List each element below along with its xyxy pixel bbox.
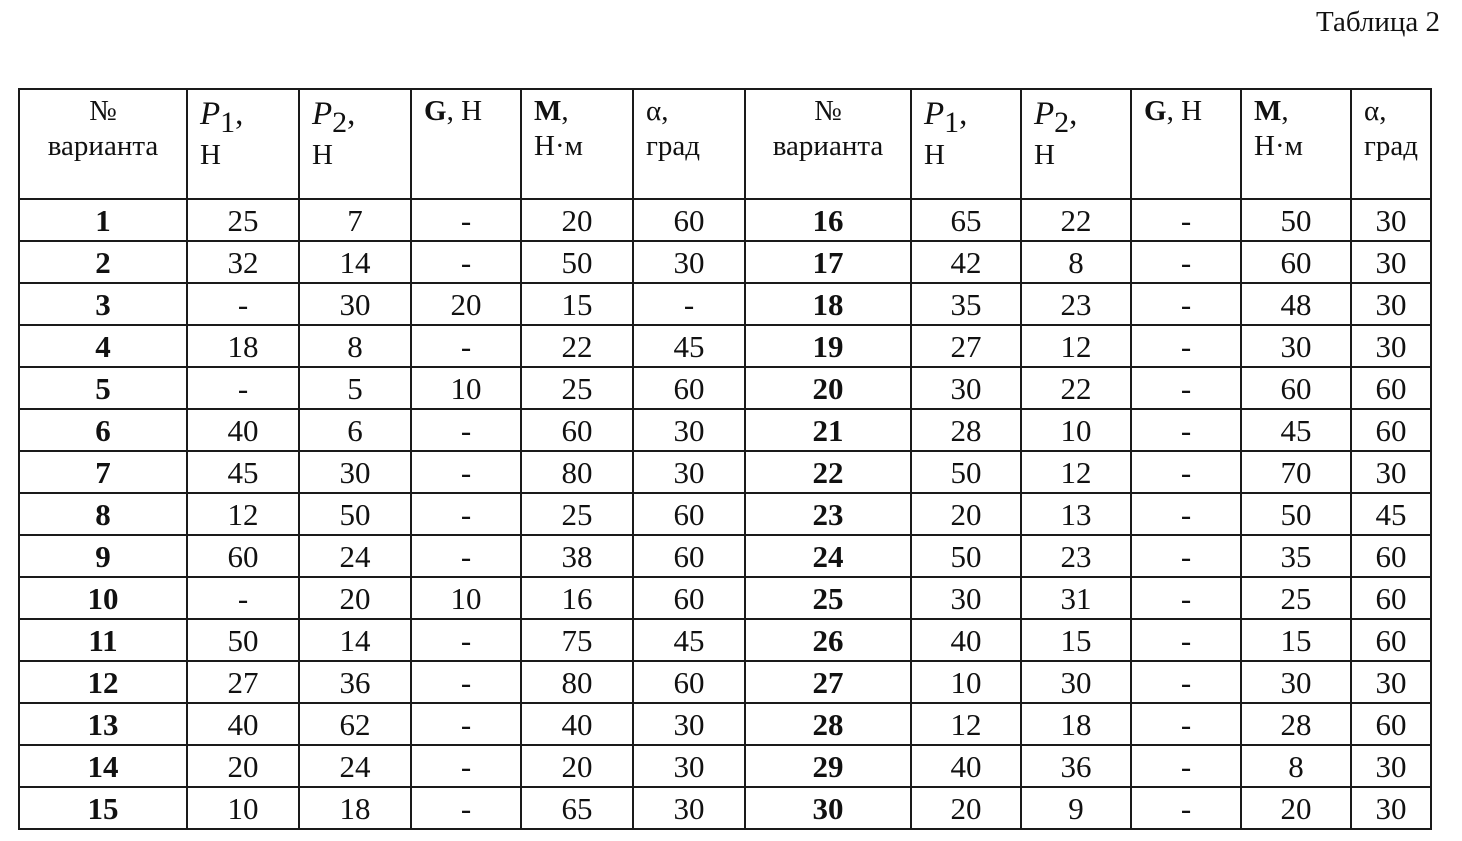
g-symbol: G — [424, 95, 447, 127]
right-g-value-cell: - — [1131, 283, 1241, 325]
left-p2-value-cell: 24 — [299, 745, 411, 787]
alpha-symbol: α, — [1364, 95, 1387, 127]
right-p2-value-cell: 23 — [1021, 283, 1131, 325]
right-g-value-cell: - — [1131, 493, 1241, 535]
left-m-value-cell: 22 — [521, 325, 633, 367]
table-caption: Таблица 2 — [1315, 6, 1440, 38]
table-row — [19, 325, 1431, 367]
left-p1-value-cell: 45 — [187, 451, 299, 493]
left-p2-value-cell: 6 — [299, 409, 411, 451]
m-symbol: M — [1254, 95, 1282, 127]
g-unit: , Н — [1166, 95, 1203, 127]
left-m-value-cell: 25 — [521, 367, 633, 409]
left-p2-value-cell: 30 — [299, 283, 411, 325]
table-row — [19, 367, 1431, 409]
left-p2-value-cell: 14 — [299, 241, 411, 283]
left-g-value-cell: 10 — [411, 367, 521, 409]
right-g-value-cell: - — [1131, 703, 1241, 745]
left-p1-value-cell: 40 — [187, 409, 299, 451]
left-g-value-cell: - — [411, 787, 521, 829]
right-variant-number-cell: 30 — [745, 787, 911, 829]
right-p1-value-cell: 27 — [911, 325, 1021, 367]
header-p1 — [911, 89, 1021, 199]
right-p2-value-cell: 22 — [1021, 367, 1131, 409]
p1-unit: Н — [200, 139, 221, 171]
m-symbol: M — [534, 95, 562, 127]
left-p1-value-cell: - — [187, 283, 299, 325]
left-variant-number-cell: 6 — [19, 409, 187, 451]
right-g-value-cell: - — [1131, 451, 1241, 493]
left-g-value-cell: - — [411, 745, 521, 787]
table-row — [19, 493, 1431, 535]
right-alpha-value-cell: 60 — [1351, 577, 1431, 619]
table-row — [19, 451, 1431, 493]
right-alpha-value-cell: 30 — [1351, 241, 1431, 283]
right-variant-number-cell: 16 — [745, 199, 911, 241]
right-p2-value-cell: 31 — [1021, 577, 1131, 619]
left-m-value-cell: 50 — [521, 241, 633, 283]
right-p1-value-cell: 10 — [911, 661, 1021, 703]
number-sign: № — [814, 95, 842, 127]
left-p1-value-cell: 32 — [187, 241, 299, 283]
table-row — [19, 661, 1431, 703]
right-p1-value-cell: 30 — [911, 367, 1021, 409]
table-row — [19, 787, 1431, 829]
right-m-value-cell: 50 — [1241, 199, 1351, 241]
left-alpha-value-cell: 60 — [633, 535, 745, 577]
left-p1-value-cell: 27 — [187, 661, 299, 703]
right-p2-value-cell: 9 — [1021, 787, 1131, 829]
right-m-value-cell: 70 — [1241, 451, 1351, 493]
right-p2-value-cell: 18 — [1021, 703, 1131, 745]
left-g-value-cell: - — [411, 409, 521, 451]
left-g-value-cell: 10 — [411, 577, 521, 619]
left-m-value-cell: 25 — [521, 493, 633, 535]
right-p1-value-cell: 42 — [911, 241, 1021, 283]
m-comma: , — [561, 95, 569, 127]
left-p2-value-cell: 20 — [299, 577, 411, 619]
header-p1 — [187, 89, 299, 199]
m-unit: Н·м — [1254, 130, 1303, 163]
left-p2-value-cell: 30 — [299, 451, 411, 493]
left-p2-value-cell: 5 — [299, 367, 411, 409]
header-g — [411, 89, 521, 199]
right-g-value-cell: - — [1131, 367, 1241, 409]
variant-word: варианта — [772, 130, 884, 163]
right-variant-number-cell: 18 — [745, 283, 911, 325]
right-alpha-value-cell: 30 — [1351, 451, 1431, 493]
p1-index: 1 — [944, 106, 960, 139]
left-m-value-cell: 38 — [521, 535, 633, 577]
right-g-value-cell: - — [1131, 661, 1241, 703]
right-p2-value-cell: 8 — [1021, 241, 1131, 283]
right-p2-value-cell: 12 — [1021, 451, 1131, 493]
right-variant-number-cell: 24 — [745, 535, 911, 577]
left-alpha-value-cell: 45 — [633, 325, 745, 367]
alpha-symbol: α, — [646, 95, 669, 127]
left-g-value-cell: - — [411, 325, 521, 367]
left-p2-value-cell: 36 — [299, 661, 411, 703]
table-row — [19, 535, 1431, 577]
variant-word: варианта — [47, 130, 159, 163]
left-p2-value-cell: 7 — [299, 199, 411, 241]
right-m-value-cell: 28 — [1241, 703, 1351, 745]
g-symbol: G — [1144, 95, 1167, 127]
right-m-value-cell: 50 — [1241, 493, 1351, 535]
table-row — [19, 409, 1431, 451]
right-p2-value-cell: 36 — [1021, 745, 1131, 787]
header-m — [521, 89, 633, 199]
left-m-value-cell: 80 — [521, 661, 633, 703]
right-variant-number-cell: 25 — [745, 577, 911, 619]
right-g-value-cell: - — [1131, 535, 1241, 577]
left-p1-value-cell: 20 — [187, 745, 299, 787]
left-g-value-cell: - — [411, 661, 521, 703]
left-m-value-cell: 75 — [521, 619, 633, 661]
left-variant-number-cell: 4 — [19, 325, 187, 367]
left-g-value-cell: - — [411, 493, 521, 535]
right-alpha-value-cell: 30 — [1351, 325, 1431, 367]
left-m-value-cell: 15 — [521, 283, 633, 325]
right-p1-value-cell: 20 — [911, 787, 1021, 829]
header-alpha — [1351, 89, 1431, 199]
left-alpha-value-cell: 30 — [633, 745, 745, 787]
p1-unit: Н — [924, 139, 945, 171]
right-variant-number-cell: 19 — [745, 325, 911, 367]
right-m-value-cell: 25 — [1241, 577, 1351, 619]
right-p1-value-cell: 65 — [911, 199, 1021, 241]
right-alpha-value-cell: 30 — [1351, 745, 1431, 787]
right-m-value-cell: 30 — [1241, 325, 1351, 367]
table-row — [19, 241, 1431, 283]
left-p2-value-cell: 50 — [299, 493, 411, 535]
right-m-value-cell: 60 — [1241, 367, 1351, 409]
right-alpha-value-cell: 60 — [1351, 409, 1431, 451]
right-variant-number-cell: 23 — [745, 493, 911, 535]
right-variant-number-cell: 26 — [745, 619, 911, 661]
left-variant-number-cell: 9 — [19, 535, 187, 577]
right-m-value-cell: 8 — [1241, 745, 1351, 787]
left-alpha-value-cell: 60 — [633, 577, 745, 619]
right-p2-value-cell: 30 — [1021, 661, 1131, 703]
right-variant-number-cell: 28 — [745, 703, 911, 745]
right-alpha-value-cell: 30 — [1351, 787, 1431, 829]
table-row — [19, 577, 1431, 619]
left-m-value-cell: 20 — [521, 745, 633, 787]
right-g-value-cell: - — [1131, 577, 1241, 619]
m-unit: Н·м — [534, 130, 583, 163]
left-variant-number-cell: 14 — [19, 745, 187, 787]
p2-comma: , — [347, 96, 356, 132]
right-g-value-cell: - — [1131, 619, 1241, 661]
left-alpha-value-cell: 30 — [633, 787, 745, 829]
left-alpha-value-cell: 60 — [633, 199, 745, 241]
p2-letter: P — [312, 96, 333, 132]
left-variant-number-cell: 1 — [19, 199, 187, 241]
left-p1-value-cell: 40 — [187, 703, 299, 745]
left-p1-value-cell: 18 — [187, 325, 299, 367]
right-p1-value-cell: 30 — [911, 577, 1021, 619]
left-alpha-value-cell: 30 — [633, 409, 745, 451]
right-m-value-cell: 30 — [1241, 661, 1351, 703]
right-m-value-cell: 20 — [1241, 787, 1351, 829]
table-row — [19, 199, 1431, 241]
right-p1-value-cell: 12 — [911, 703, 1021, 745]
right-g-value-cell: - — [1131, 199, 1241, 241]
left-p1-value-cell: 10 — [187, 787, 299, 829]
right-p2-value-cell: 23 — [1021, 535, 1131, 577]
p2-unit: Н — [1034, 139, 1055, 171]
table-row — [19, 745, 1431, 787]
left-m-value-cell: 80 — [521, 451, 633, 493]
right-alpha-value-cell: 30 — [1351, 661, 1431, 703]
left-alpha-value-cell: 45 — [633, 619, 745, 661]
g-unit: , Н — [446, 95, 483, 127]
left-variant-number-cell: 12 — [19, 661, 187, 703]
p2-index: 2 — [332, 106, 348, 139]
left-g-value-cell: - — [411, 199, 521, 241]
left-g-value-cell: - — [411, 451, 521, 493]
right-g-value-cell: - — [1131, 241, 1241, 283]
right-p1-value-cell: 28 — [911, 409, 1021, 451]
left-p1-value-cell: - — [187, 367, 299, 409]
right-m-value-cell: 60 — [1241, 241, 1351, 283]
m-comma: , — [1281, 95, 1289, 127]
right-variant-number-cell: 22 — [745, 451, 911, 493]
right-p1-value-cell: 50 — [911, 535, 1021, 577]
header-alpha — [633, 89, 745, 199]
left-g-value-cell: - — [411, 703, 521, 745]
left-p2-value-cell: 18 — [299, 787, 411, 829]
right-p1-value-cell: 40 — [911, 619, 1021, 661]
right-m-value-cell: 45 — [1241, 409, 1351, 451]
right-variant-number-cell: 21 — [745, 409, 911, 451]
right-p2-value-cell: 22 — [1021, 199, 1131, 241]
left-g-value-cell: - — [411, 619, 521, 661]
right-g-value-cell: - — [1131, 745, 1241, 787]
left-alpha-value-cell: 60 — [633, 367, 745, 409]
table-row — [19, 283, 1431, 325]
right-g-value-cell: - — [1131, 325, 1241, 367]
left-p2-value-cell: 62 — [299, 703, 411, 745]
left-p2-value-cell: 8 — [299, 325, 411, 367]
p1-index: 1 — [220, 106, 236, 139]
header-p2 — [299, 89, 411, 199]
right-alpha-value-cell: 30 — [1351, 283, 1431, 325]
number-sign: № — [89, 95, 117, 127]
left-p2-value-cell: 24 — [299, 535, 411, 577]
left-alpha-value-cell: 60 — [633, 493, 745, 535]
right-p2-value-cell: 10 — [1021, 409, 1131, 451]
left-variant-number-cell: 13 — [19, 703, 187, 745]
left-alpha-value-cell: 30 — [633, 241, 745, 283]
p2-comma: , — [1069, 96, 1078, 132]
left-m-value-cell: 20 — [521, 199, 633, 241]
right-p2-value-cell: 13 — [1021, 493, 1131, 535]
right-alpha-value-cell: 30 — [1351, 199, 1431, 241]
left-alpha-value-cell: - — [633, 283, 745, 325]
left-p1-value-cell: 12 — [187, 493, 299, 535]
left-alpha-value-cell: 30 — [633, 703, 745, 745]
left-variant-number-cell: 2 — [19, 241, 187, 283]
header-variant-number — [745, 89, 911, 199]
right-g-value-cell: - — [1131, 787, 1241, 829]
p1-comma: , — [235, 96, 244, 132]
left-variant-number-cell: 15 — [19, 787, 187, 829]
right-g-value-cell: - — [1131, 409, 1241, 451]
p1-letter: P — [924, 96, 945, 132]
left-g-value-cell: 20 — [411, 283, 521, 325]
right-variant-number-cell: 29 — [745, 745, 911, 787]
header-g — [1131, 89, 1241, 199]
left-p1-value-cell: 60 — [187, 535, 299, 577]
right-p1-value-cell: 40 — [911, 745, 1021, 787]
left-alpha-value-cell: 60 — [633, 661, 745, 703]
p1-letter: P — [200, 96, 221, 132]
p2-index: 2 — [1054, 106, 1070, 139]
table-row — [19, 703, 1431, 745]
right-p1-value-cell: 50 — [911, 451, 1021, 493]
left-g-value-cell: - — [411, 241, 521, 283]
right-p2-value-cell: 15 — [1021, 619, 1131, 661]
alpha-unit: град — [646, 130, 701, 163]
header-row — [19, 89, 1431, 199]
header-p2 — [1021, 89, 1131, 199]
left-variant-number-cell: 7 — [19, 451, 187, 493]
right-m-value-cell: 48 — [1241, 283, 1351, 325]
variants-table — [18, 88, 1432, 830]
left-g-value-cell: - — [411, 535, 521, 577]
right-p1-value-cell: 20 — [911, 493, 1021, 535]
right-p2-value-cell: 12 — [1021, 325, 1131, 367]
left-variant-number-cell: 10 — [19, 577, 187, 619]
right-m-value-cell: 15 — [1241, 619, 1351, 661]
left-variant-number-cell: 3 — [19, 283, 187, 325]
right-variant-number-cell: 20 — [745, 367, 911, 409]
left-p2-value-cell: 14 — [299, 619, 411, 661]
right-alpha-value-cell: 60 — [1351, 367, 1431, 409]
left-m-value-cell: 60 — [521, 409, 633, 451]
left-alpha-value-cell: 30 — [633, 451, 745, 493]
left-p1-value-cell: 50 — [187, 619, 299, 661]
left-p1-value-cell: - — [187, 577, 299, 619]
right-alpha-value-cell: 60 — [1351, 535, 1431, 577]
right-variant-number-cell: 17 — [745, 241, 911, 283]
left-variant-number-cell: 11 — [19, 619, 187, 661]
table-row — [19, 619, 1431, 661]
p2-unit: Н — [312, 139, 333, 171]
header-variant-number — [19, 89, 187, 199]
table-body — [19, 199, 1431, 829]
left-p1-value-cell: 25 — [187, 199, 299, 241]
left-m-value-cell: 65 — [521, 787, 633, 829]
p2-letter: P — [1034, 96, 1055, 132]
right-variant-number-cell: 27 — [745, 661, 911, 703]
right-p1-value-cell: 35 — [911, 283, 1021, 325]
right-alpha-value-cell: 60 — [1351, 619, 1431, 661]
header-m — [1241, 89, 1351, 199]
p1-comma: , — [959, 96, 968, 132]
right-alpha-value-cell: 60 — [1351, 703, 1431, 745]
right-m-value-cell: 35 — [1241, 535, 1351, 577]
right-alpha-value-cell: 45 — [1351, 493, 1431, 535]
alpha-unit: град — [1364, 130, 1419, 163]
left-variant-number-cell: 5 — [19, 367, 187, 409]
left-m-value-cell: 40 — [521, 703, 633, 745]
left-m-value-cell: 16 — [521, 577, 633, 619]
left-variant-number-cell: 8 — [19, 493, 187, 535]
